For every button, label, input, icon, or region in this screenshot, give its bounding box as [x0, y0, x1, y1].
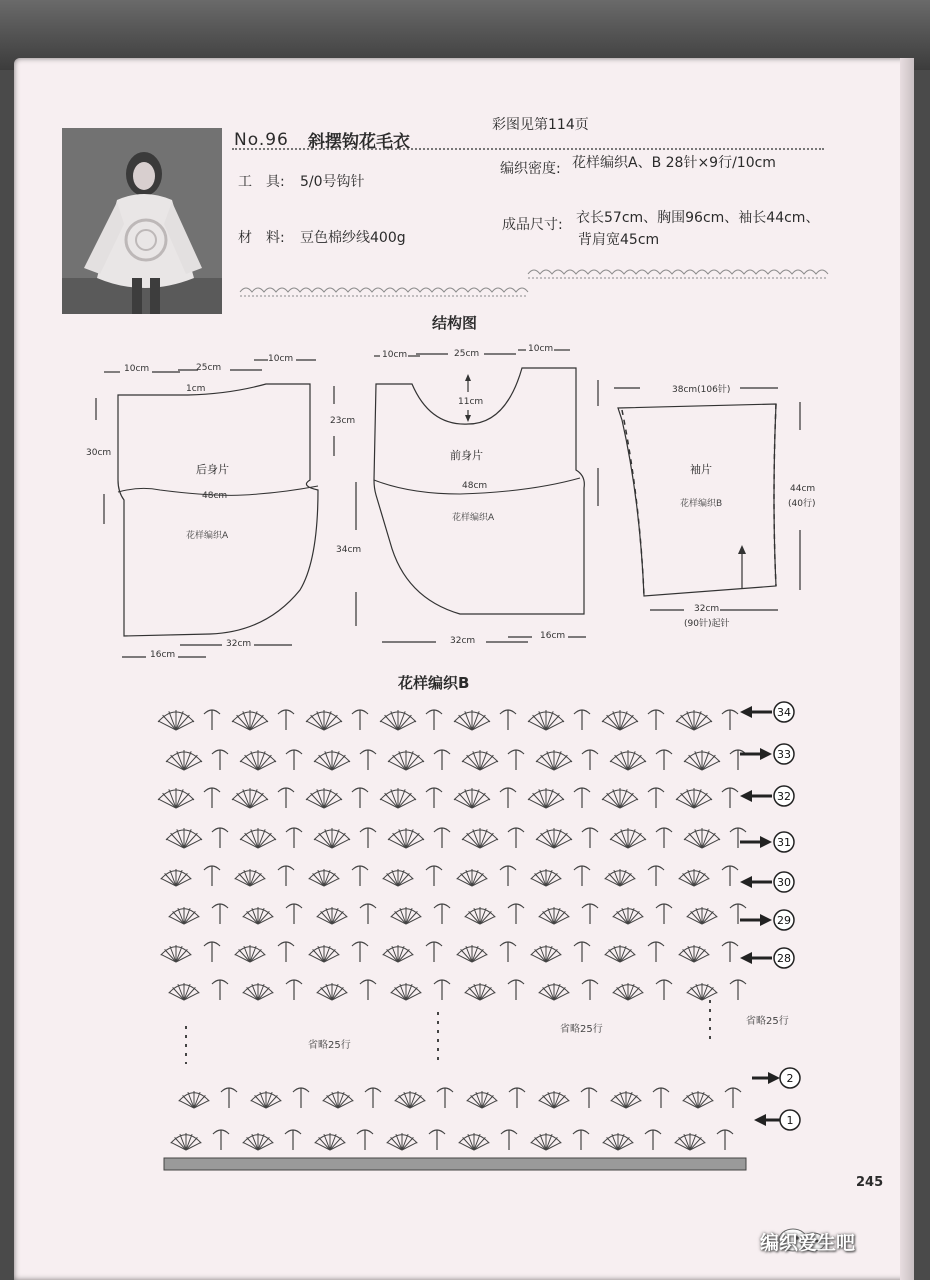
shell-stitch-symbol: [171, 1133, 202, 1150]
dc-stitch-symbol: [293, 1088, 309, 1108]
shell-stitch-symbol: [687, 983, 718, 1000]
dc-stitch-symbol: [581, 1088, 597, 1108]
back-top-mid-dim: 25cm: [196, 363, 222, 373]
dc-stitch-symbol: [722, 710, 738, 730]
dc-stitch-symbol: [212, 750, 228, 770]
dc-stitch-symbol: [508, 828, 524, 848]
shell-stitch-symbol: [243, 1133, 274, 1150]
shell-stitch-symbol: [465, 907, 496, 924]
row-number: 31: [777, 836, 791, 849]
size-label: 成品尺寸:: [502, 217, 563, 233]
row-number: 33: [777, 748, 791, 761]
shell-stitch-symbol: [528, 710, 564, 730]
front-bottom-right-dim: 16cm: [540, 631, 566, 641]
dc-stitch-symbol: [500, 788, 516, 808]
row-arrowhead: [760, 836, 772, 848]
dc-stitch-symbol: [360, 980, 376, 1000]
sleeve-cast-on-dim: (90针)起针: [684, 619, 730, 629]
shell-stitch-symbol: [243, 907, 274, 924]
shell-stitch-symbol: [679, 945, 710, 962]
front-neck-depth-dim: 11cm: [458, 397, 484, 407]
row-arrowhead: [760, 914, 772, 926]
front-height-left-dim: 34cm: [336, 545, 362, 555]
shell-stitch-symbol: [531, 869, 562, 886]
dc-stitch-symbol: [286, 904, 302, 924]
shell-stitch-symbol: [679, 869, 710, 886]
shell-stitch-symbol: [676, 788, 712, 808]
row-arrowhead: [740, 952, 752, 964]
shell-stitch-symbol: [179, 1091, 210, 1108]
dc-stitch-symbol: [360, 828, 376, 848]
shell-stitch-symbol: [169, 983, 200, 1000]
front-top-mid-dim: 25cm: [454, 349, 480, 359]
pattern-b-title: 花样编织B: [398, 674, 470, 692]
gauge-value: 花样编织A、B 28针×9行/10cm: [572, 155, 776, 171]
shell-stitch-symbol: [610, 750, 646, 770]
size-value-line1: 衣长57cm、胸围96cm、袖长44cm、: [576, 210, 820, 226]
dc-stitch-symbol: [204, 942, 220, 962]
shell-stitch-symbol: [457, 869, 488, 886]
shell-stitch-symbol: [395, 1091, 426, 1108]
dc-stitch-symbol: [725, 1088, 741, 1108]
dc-stitch-symbol: [653, 1088, 669, 1108]
dc-stitch-symbol: [645, 1130, 661, 1150]
shell-stitch-symbol: [459, 1133, 490, 1150]
shell-stitch-symbol: [687, 907, 718, 924]
dc-stitch-symbol: [221, 1088, 237, 1108]
row-arrowhead: [740, 790, 752, 802]
dc-stitch-symbol: [648, 788, 664, 808]
shell-stitch-symbol: [683, 1091, 714, 1108]
sleeve-piece-name: 袖片: [690, 463, 712, 476]
shell-stitch-symbol: [467, 1091, 498, 1108]
shell-stitch-symbol: [314, 750, 350, 770]
dc-stitch-symbol: [574, 710, 590, 730]
pattern-title: 斜摆钩花毛衣: [308, 132, 410, 152]
front-top-right-dim: 10cm: [528, 344, 554, 354]
dc-stitch-symbol: [278, 942, 294, 962]
dc-stitch-symbol: [508, 904, 524, 924]
shell-stitch-symbol: [323, 1091, 354, 1108]
dc-stitch-symbol: [204, 866, 220, 886]
dc-stitch-symbol: [437, 1088, 453, 1108]
dc-stitch-symbol: [212, 828, 228, 848]
dc-stitch-symbol: [574, 866, 590, 886]
shell-stitch-symbol: [684, 828, 720, 848]
shell-stitch-symbol: [232, 788, 268, 808]
dc-stitch-symbol: [278, 710, 294, 730]
shell-stitch-symbol: [314, 828, 350, 848]
shell-stitch-symbol: [166, 828, 202, 848]
shell-stitch-symbol: [306, 788, 342, 808]
shell-stitch-symbol: [536, 750, 572, 770]
tool-value: 5/0号钩针: [300, 174, 365, 190]
shell-stitch-symbol: [235, 869, 266, 886]
dc-stitch-symbol: [656, 828, 672, 848]
shell-stitch-symbol: [613, 983, 644, 1000]
shell-stitch-symbol: [462, 828, 498, 848]
shell-stitch-symbol: [610, 828, 646, 848]
shell-stitch-symbol: [465, 983, 496, 1000]
dc-stitch-symbol: [278, 788, 294, 808]
dc-stitch-symbol: [426, 866, 442, 886]
dc-stitch-symbol: [509, 1088, 525, 1108]
dc-stitch-symbol: [286, 828, 302, 848]
back-height-left-dim: 30cm: [86, 448, 112, 458]
sleeve-length-dim: 44cm: [790, 484, 816, 494]
dc-stitch-symbol: [508, 980, 524, 1000]
dc-stitch-symbol: [573, 1130, 589, 1150]
sleeve-top-dim: 38cm(106针): [672, 385, 731, 395]
dc-stitch-symbol: [286, 750, 302, 770]
shell-stitch-symbol: [383, 945, 414, 962]
front-bottom-left-dim: 32cm: [450, 636, 476, 646]
front-piece-name: 前身片: [450, 449, 483, 462]
shell-stitch-symbol: [161, 869, 192, 886]
sleeve-pattern-label: 花样编织B: [680, 499, 723, 509]
shell-stitch-symbol: [309, 869, 340, 886]
shell-stitch-symbol: [169, 907, 200, 924]
row-number: 2: [786, 1072, 794, 1085]
shell-stitch-symbol: [531, 1133, 562, 1150]
shell-stitch-symbol: [539, 1091, 570, 1108]
sleeve-rows-dim: (40行): [788, 499, 816, 509]
dc-stitch-symbol: [434, 750, 450, 770]
shell-stitch-symbol: [317, 907, 348, 924]
dc-stitch-symbol: [648, 866, 664, 886]
row-number: 28: [777, 952, 791, 965]
front-pattern-label: 花样编织A: [452, 513, 495, 523]
shell-stitch-symbol: [391, 907, 422, 924]
watermark-text: 编织爱生吧: [760, 1232, 856, 1254]
shell-stitch-symbol: [462, 750, 498, 770]
row-number: 34: [777, 706, 791, 719]
row-arrowhead: [760, 748, 772, 760]
shell-stitch-symbol: [676, 710, 712, 730]
back-piece-name: 后身片: [196, 463, 229, 476]
dc-stitch-symbol: [278, 866, 294, 886]
dc-stitch-symbol: [717, 1130, 733, 1150]
dc-stitch-symbol: [648, 710, 664, 730]
dc-stitch-symbol: [204, 788, 220, 808]
shell-stitch-symbol: [387, 1133, 418, 1150]
shell-stitch-symbol: [243, 983, 274, 1000]
shell-stitch-symbol: [613, 907, 644, 924]
shell-stitch-symbol: [388, 750, 424, 770]
row-number: 32: [777, 790, 791, 803]
row-arrowhead: [740, 876, 752, 888]
shell-stitch-symbol: [317, 983, 348, 1000]
shell-stitch-symbol: [536, 828, 572, 848]
gauge-label: 编织密度:: [500, 161, 561, 177]
dc-stitch-symbol: [730, 980, 746, 1000]
shell-stitch-symbol: [454, 788, 490, 808]
front-top-left-dim: 10cm: [382, 350, 408, 360]
shell-stitch-symbol: [539, 983, 570, 1000]
dc-stitch-symbol: [434, 904, 450, 924]
shell-stitch-symbol: [383, 869, 414, 886]
dc-stitch-symbol: [352, 788, 368, 808]
shell-stitch-symbol: [251, 1091, 282, 1108]
shell-stitch-symbol: [380, 788, 416, 808]
dc-stitch-symbol: [360, 750, 376, 770]
dc-stitch-symbol: [426, 710, 442, 730]
shell-stitch-symbol: [388, 828, 424, 848]
dc-stitch-symbol: [722, 788, 738, 808]
dc-stitch-symbol: [656, 904, 672, 924]
shell-stitch-symbol: [391, 983, 422, 1000]
shell-stitch-symbol: [380, 710, 416, 730]
page-number: 245: [856, 1175, 884, 1190]
shell-stitch-symbol: [235, 945, 266, 962]
dc-stitch-symbol: [204, 710, 220, 730]
foundation-chain-bar: [164, 1158, 746, 1170]
shell-stitch-symbol: [605, 869, 636, 886]
dc-stitch-symbol: [429, 1130, 445, 1150]
dc-stitch-symbol: [352, 866, 368, 886]
back-bottom-left-dim: 16cm: [150, 650, 176, 660]
back-height-right-dim: 23cm: [330, 416, 356, 426]
shell-stitch-symbol: [605, 945, 636, 962]
shell-stitch-symbol: [528, 788, 564, 808]
dc-stitch-symbol: [656, 750, 672, 770]
dc-stitch-symbol: [582, 904, 598, 924]
pattern-number: No.96: [234, 130, 289, 150]
dc-stitch-symbol: [500, 942, 516, 962]
tool-label: 工 具:: [238, 174, 285, 190]
dc-stitch-symbol: [286, 980, 302, 1000]
row-arrowhead: [740, 706, 752, 718]
shell-stitch-symbol: [602, 710, 638, 730]
dc-stitch-symbol: [357, 1130, 373, 1150]
omit-label-3: 省略25行: [746, 1016, 789, 1027]
front-chest-dim: 48cm: [462, 481, 488, 491]
dc-stitch-symbol: [360, 904, 376, 924]
shell-stitch-symbol: [315, 1133, 346, 1150]
material-label: 材 料:: [238, 230, 285, 246]
back-neck-dim: 1cm: [186, 384, 206, 394]
shell-stitch-symbol: [602, 788, 638, 808]
sleeve-bottom-dim: 32cm: [694, 604, 720, 614]
dc-stitch-symbol: [501, 1130, 517, 1150]
dc-stitch-symbol: [722, 942, 738, 962]
shell-stitch-symbol: [684, 750, 720, 770]
shell-stitch-symbol: [161, 945, 192, 962]
dc-stitch-symbol: [656, 980, 672, 1000]
dc-stitch-symbol: [365, 1088, 381, 1108]
back-pattern-label: 花样编织A: [186, 531, 229, 541]
dc-stitch-symbol: [574, 942, 590, 962]
shell-stitch-symbol: [240, 750, 276, 770]
omit-label-1: 省略25行: [308, 1040, 351, 1051]
row-arrowhead: [768, 1072, 780, 1084]
shell-stitch-symbol: [309, 945, 340, 962]
shell-stitch-symbol: [457, 945, 488, 962]
shell-stitch-symbol: [603, 1133, 634, 1150]
dc-stitch-symbol: [352, 710, 368, 730]
dc-stitch-symbol: [648, 942, 664, 962]
dc-stitch-symbol: [730, 828, 746, 848]
shell-stitch-symbol: [531, 945, 562, 962]
shell-stitch-symbol: [454, 710, 490, 730]
dc-stitch-symbol: [434, 980, 450, 1000]
dc-stitch-symbol: [212, 904, 228, 924]
shell-stitch-symbol: [158, 710, 194, 730]
dc-stitch-symbol: [212, 980, 228, 1000]
row-arrowhead: [754, 1114, 766, 1126]
dc-stitch-symbol: [582, 750, 598, 770]
shell-stitch-symbol: [158, 788, 194, 808]
shell-stitch-symbol: [240, 828, 276, 848]
dc-stitch-symbol: [285, 1130, 301, 1150]
dc-stitch-symbol: [574, 788, 590, 808]
dc-stitch-symbol: [582, 828, 598, 848]
dc-stitch-symbol: [213, 1130, 229, 1150]
row-number: 1: [786, 1114, 794, 1127]
back-top-right-dim: 10cm: [268, 354, 294, 364]
size-value-line2: 背肩宽45cm: [578, 232, 660, 248]
dc-stitch-symbol: [500, 866, 516, 886]
back-bottom-right-dim: 32cm: [226, 639, 252, 649]
shell-stitch-symbol: [306, 710, 342, 730]
row-number: 30: [777, 876, 791, 889]
dc-stitch-symbol: [500, 710, 516, 730]
dc-stitch-symbol: [722, 866, 738, 886]
back-chest-dim: 48cm: [202, 491, 228, 501]
shell-stitch-symbol: [611, 1091, 642, 1108]
shell-stitch-symbol: [675, 1133, 706, 1150]
dc-stitch-symbol: [508, 750, 524, 770]
dc-stitch-symbol: [582, 980, 598, 1000]
dc-stitch-symbol: [434, 828, 450, 848]
shell-stitch-symbol: [232, 710, 268, 730]
dc-stitch-symbol: [352, 942, 368, 962]
shell-stitch-symbol: [166, 750, 202, 770]
back-top-left-dim: 10cm: [124, 364, 150, 374]
material-value: 豆色棉纱线400g: [300, 230, 406, 246]
dc-stitch-symbol: [426, 788, 442, 808]
shell-stitch-symbol: [539, 907, 570, 924]
omit-label-2: 省略25行: [560, 1024, 603, 1035]
structure-diagram-title: 结构图: [432, 314, 478, 332]
color-photo-reference: 彩图见第114页: [492, 117, 589, 133]
dc-stitch-symbol: [426, 942, 442, 962]
row-number: 29: [777, 914, 791, 927]
